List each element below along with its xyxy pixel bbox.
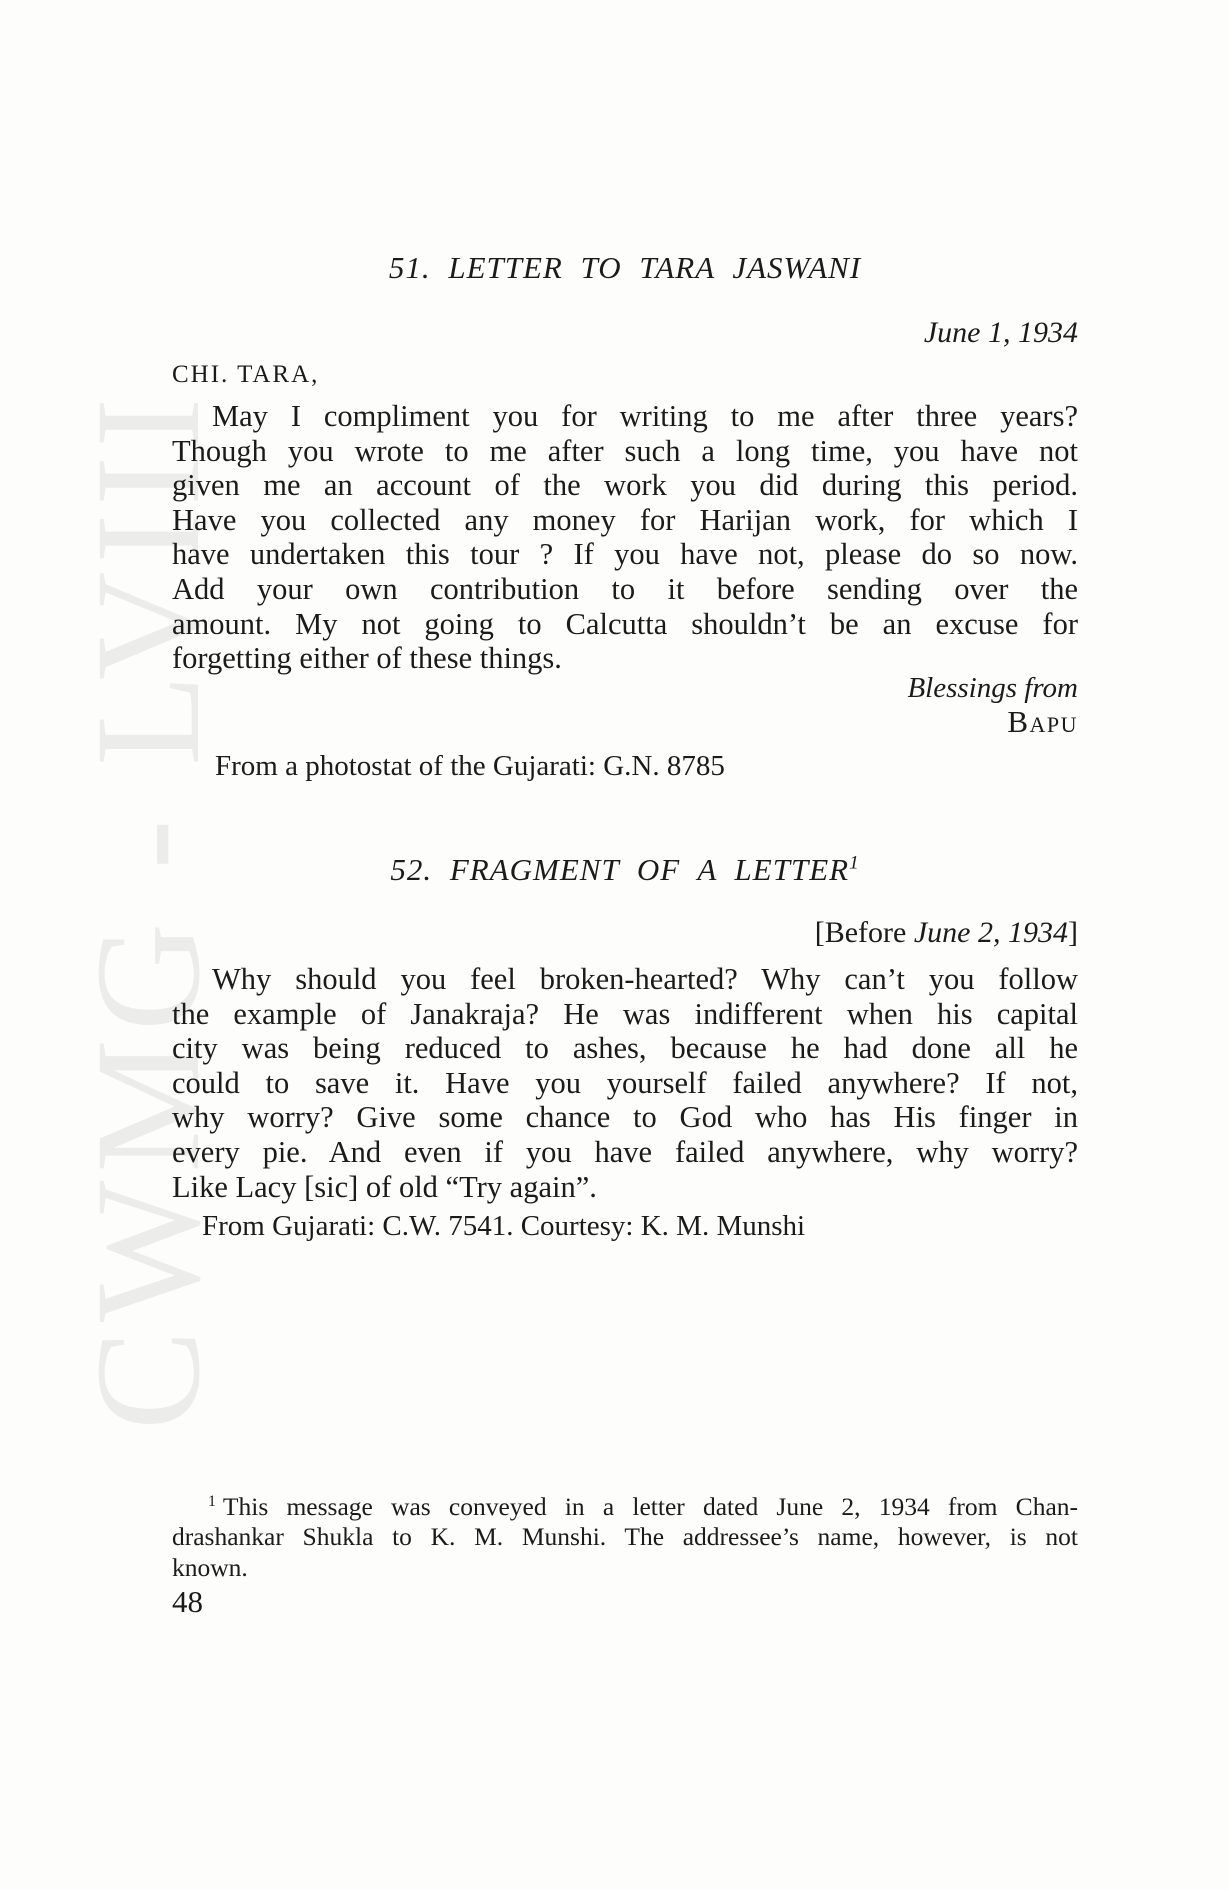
page-number: 48 <box>172 1584 203 1619</box>
letter51-source: From a photostat of the Gujarati: G.N. 8785 <box>215 750 725 782</box>
text-line: Like Lacy [sic] of old “Try again”. <box>172 1169 597 1204</box>
letter52-title <box>172 852 1078 888</box>
footnote-line <box>172 1492 1078 1522</box>
letter51-valediction: Blessings from <box>907 672 1078 704</box>
text-line: Have you collected any money for Harijan work, for which I <box>172 502 1078 537</box>
letter52-body <box>172 962 1078 1204</box>
text-line: Add your own contribution to it before sending over the <box>172 571 1078 606</box>
text-line: the example of Janakraja? He was indifferent when his capital <box>172 996 1078 1031</box>
letter51-dateline <box>172 316 1078 350</box>
letter52-date-prefix: [Before <box>814 916 914 949</box>
letter51-body <box>172 399 1078 676</box>
text-line: May I compliment you for writing to me after three years? <box>212 399 1078 433</box>
letter51-salutation: CHI. TARA, <box>172 361 320 388</box>
letter52-dateline <box>172 916 1078 950</box>
text-line: amount. My not going to Calcutta shouldn’t be an excuse for <box>172 606 1078 641</box>
text-line: have undertaken this tour ? If you have not, please do so now. <box>172 537 1078 572</box>
text-line: drashankar Shukla to K. M. Munshi. The addressee’s name, however, is not <box>172 1522 1078 1552</box>
text-line: forgetting either of these things. <box>172 641 562 676</box>
letter52-date: June 2, 1934 <box>913 916 1068 949</box>
letter52-source: From Gujarati: C.W. 7541. Courtesy: K. M. Munshi <box>202 1210 806 1242</box>
footnote-reference-marker: 1 <box>849 852 860 874</box>
text-line: city was being reduced to ashes, because he had done all he <box>172 1031 1078 1066</box>
text-line: why worry? Give some chance to God who has His finger in <box>172 1100 1078 1135</box>
text-line: Though you wrote to me after such a long time, you have not <box>172 433 1078 468</box>
letter51-date: June 1, 1934 <box>923 316 1078 349</box>
text-line: every pie. And even if you have failed anywhere, why worry? <box>172 1134 1078 1169</box>
letter51-signature: Bapu <box>1007 704 1078 739</box>
footnote-rest-lines <box>172 1522 1078 1583</box>
footnote-marker: 1 <box>208 1492 216 1510</box>
letter52-date-suffix: ] <box>1068 916 1078 949</box>
footnote-first-line-text: This message was conveyed in a letter dated June 2, 1934 from Chan- <box>222 1492 1078 1521</box>
text-line: Why should you feel broken-hearted? Why can’t you follow <box>212 962 1078 996</box>
letter51-title: 51. LETTER TO TARA JASWANI <box>388 250 862 285</box>
letter52-title-text: 52. FRAGMENT OF A LETTER <box>390 852 850 887</box>
page-watermark: CWMG - LVIII <box>65 389 231 1431</box>
text-line: given me an account of the work you did during this period. <box>172 468 1078 503</box>
text-line: known. <box>172 1552 248 1582</box>
footnote <box>172 1492 1078 1583</box>
text-line: could to save it. Have you yourself failed anywhere? If not, <box>172 1065 1078 1100</box>
